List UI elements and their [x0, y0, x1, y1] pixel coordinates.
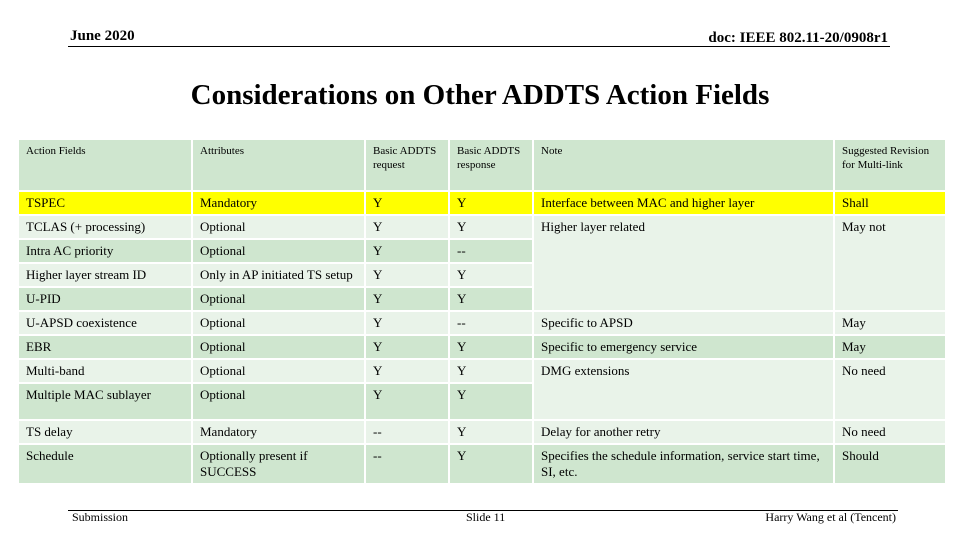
cell-resp: Y [449, 191, 533, 215]
footer-slide-number: Slide 11 [466, 510, 506, 524]
footer-submission: Submission [72, 510, 129, 524]
cell-rev: May [834, 311, 946, 335]
header-divider [68, 46, 890, 47]
table-row [18, 335, 946, 359]
cell-note: Higher layer related [533, 215, 834, 311]
column-header: Note [533, 139, 834, 191]
cell-field: Intra AC priority [18, 239, 192, 263]
column-header: Attributes [192, 139, 365, 191]
cell-req: Y [365, 239, 449, 263]
cell-rev: Should [834, 444, 946, 484]
cell-resp: Y [449, 383, 533, 420]
cell-resp: Y [449, 444, 533, 484]
cell-attr: Optional [192, 239, 365, 263]
cell-attr: Optional [192, 287, 365, 311]
header-doc-id: doc: IEEE 802.11-20/0908r1 [708, 30, 888, 46]
cell-field: TSPEC [18, 191, 192, 215]
cell-rev: No need [834, 359, 946, 420]
cell-field: Higher layer stream ID [18, 263, 192, 287]
cell-field: TS delay [18, 420, 192, 444]
footer-author: Harry Wang et al (Tencent) [765, 510, 896, 524]
cell-attr: Optional [192, 311, 365, 335]
column-header: Basic ADDTS request [365, 139, 449, 191]
slide-title: Considerations on Other ADDTS Action Fields [190, 79, 770, 111]
cell-req: Y [365, 287, 449, 311]
cell-resp: -- [449, 239, 533, 263]
cell-resp: Y [449, 287, 533, 311]
cell-req: Y [365, 383, 449, 420]
cell-attr: Only in AP initiated TS setup [192, 263, 365, 287]
cell-req: -- [365, 420, 449, 444]
cell-resp: Y [449, 359, 533, 383]
column-header: Basic ADDTS response [449, 139, 533, 191]
cell-field: TCLAS (+ processing) [18, 215, 192, 239]
cell-req: -- [365, 444, 449, 484]
cell-attr: Optional [192, 359, 365, 383]
cell-note: Delay for another retry [533, 420, 834, 444]
cell-rev: No need [834, 420, 946, 444]
column-header: Suggested Revision for Multi-link [834, 139, 946, 191]
cell-note: Specifies the schedule information, service start time, SI, etc. [533, 444, 834, 484]
cell-field: Schedule [18, 444, 192, 484]
action-fields-table [17, 138, 947, 485]
cell-resp: Y [449, 263, 533, 287]
cell-req: Y [365, 263, 449, 287]
cell-field: U-APSD coexistence [18, 311, 192, 335]
cell-field: U-PID [18, 287, 192, 311]
cell-resp: Y [449, 335, 533, 359]
cell-rev: May not [834, 215, 946, 311]
cell-rev: May [834, 335, 946, 359]
table-header-row [18, 139, 946, 191]
table-row [18, 191, 946, 215]
cell-req: Y [365, 359, 449, 383]
cell-req: Y [365, 215, 449, 239]
cell-attr: Mandatory [192, 191, 365, 215]
table-row [18, 215, 946, 239]
cell-attr: Mandatory [192, 420, 365, 444]
cell-attr: Optionally present if SUCCESS [192, 444, 365, 484]
cell-attr: Optional [192, 335, 365, 359]
cell-resp: -- [449, 311, 533, 335]
cell-req: Y [365, 191, 449, 215]
header-date: June 2020 [70, 28, 135, 44]
cell-note: DMG extensions [533, 359, 834, 420]
cell-note: Interface between MAC and higher layer [533, 191, 834, 215]
cell-note: Specific to emergency service [533, 335, 834, 359]
cell-req: Y [365, 335, 449, 359]
column-header: Action Fields [18, 139, 192, 191]
table-row [18, 311, 946, 335]
table-row [18, 420, 946, 444]
cell-field: Multiple MAC sublayer [18, 383, 192, 420]
cell-attr: Optional [192, 215, 365, 239]
cell-field: Multi-band [18, 359, 192, 383]
cell-attr: Optional [192, 383, 365, 420]
cell-req: Y [365, 311, 449, 335]
cell-rev: Shall [834, 191, 946, 215]
cell-note: Specific to APSD [533, 311, 834, 335]
table-row [18, 359, 946, 383]
cell-resp: Y [449, 420, 533, 444]
cell-field: EBR [18, 335, 192, 359]
table-row [18, 444, 946, 484]
cell-resp: Y [449, 215, 533, 239]
